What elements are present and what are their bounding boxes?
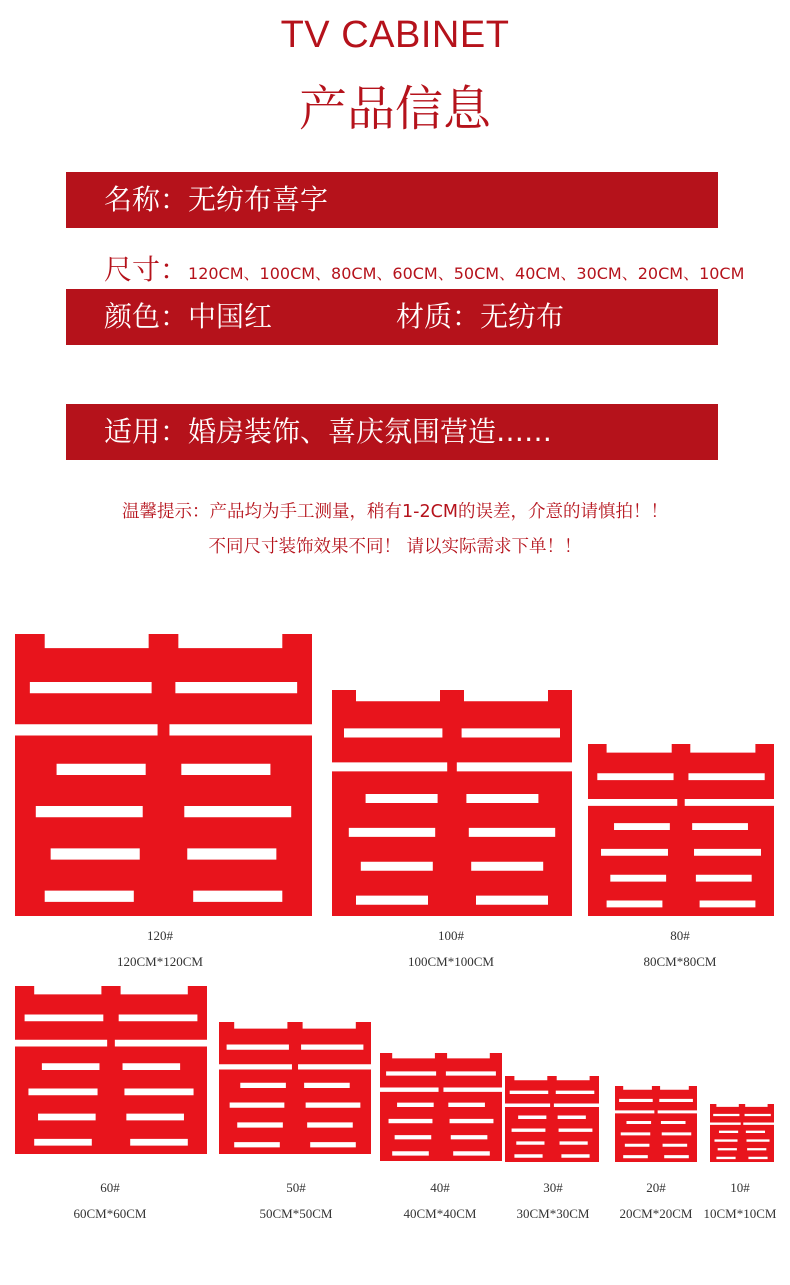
info-size-label: 尺寸：	[104, 253, 189, 286]
caption-40	[380, 1180, 500, 1222]
caption-100-dims: 100CM*100CM	[408, 954, 494, 969]
caption-120-code: 120#	[147, 928, 173, 943]
tip-line-1: 温馨提示：产品均为手工测量，稍有1-2CM的误差，介意的请慎拍！！	[122, 502, 668, 522]
caption-10	[680, 1180, 790, 1222]
caption-60	[50, 1180, 170, 1222]
xi-100-image	[332, 690, 572, 916]
caption-100-code: 100#	[438, 928, 464, 943]
caption-30-code: 30#	[543, 1180, 563, 1195]
info-color-bar	[66, 289, 718, 345]
caption-20-code: 20#	[646, 1180, 666, 1195]
xi-30-image	[505, 1076, 599, 1162]
caption-120	[100, 928, 220, 970]
caption-50-code: 50#	[286, 1180, 306, 1195]
xi-50-image	[219, 1022, 371, 1154]
caption-20-dims: 20CM*20CM	[619, 1206, 693, 1221]
xi-80-image	[588, 744, 774, 916]
caption-50	[236, 1180, 356, 1222]
caption-10-code: 10#	[730, 1180, 750, 1195]
caption-40-dims: 40CM*40CM	[403, 1206, 477, 1221]
caption-10-dims: 10CM*10CM	[703, 1206, 777, 1221]
caption-100	[391, 928, 511, 970]
caption-120-dims: 120CM*120CM	[117, 954, 203, 969]
xi-120-image	[15, 634, 312, 916]
title-chinese: 产品信息	[298, 81, 491, 137]
xi-10-image	[710, 1104, 774, 1162]
caption-30-dims: 30CM*30CM	[516, 1206, 590, 1221]
xi-20-image	[615, 1086, 697, 1162]
caption-80-code: 80#	[670, 928, 690, 943]
info-name-bar	[66, 172, 718, 228]
info-size-row	[104, 248, 744, 288]
caption-60-dims: 60CM*60CM	[73, 1206, 147, 1221]
info-size-values: 120CM、100CM、80CM、60CM、50CM、40CM、30CM、20CM、10CM	[188, 264, 745, 283]
info-usage-bar	[66, 404, 718, 460]
info-usage: 适用：婚房装饰、喜庆氛围营造……	[104, 415, 553, 448]
caption-80	[620, 928, 740, 970]
info-material: 材质：无纺布	[396, 300, 565, 333]
title-english: TV CABINET	[280, 14, 510, 56]
caption-40-code: 40#	[430, 1180, 450, 1195]
caption-80-dims: 80CM*80CM	[643, 954, 717, 969]
xi-40-image	[380, 1053, 502, 1161]
tip-line-2: 不同尺寸装饰效果不同！ 请以实际需求下单！！	[208, 537, 582, 557]
info-name: 名称：无纺布喜字	[104, 183, 329, 216]
xi-60-image	[15, 986, 207, 1154]
caption-60-code: 60#	[100, 1180, 120, 1195]
caption-50-dims: 50CM*50CM	[259, 1206, 333, 1221]
caption-30	[493, 1180, 613, 1222]
info-color: 颜色：中国红	[104, 300, 273, 333]
